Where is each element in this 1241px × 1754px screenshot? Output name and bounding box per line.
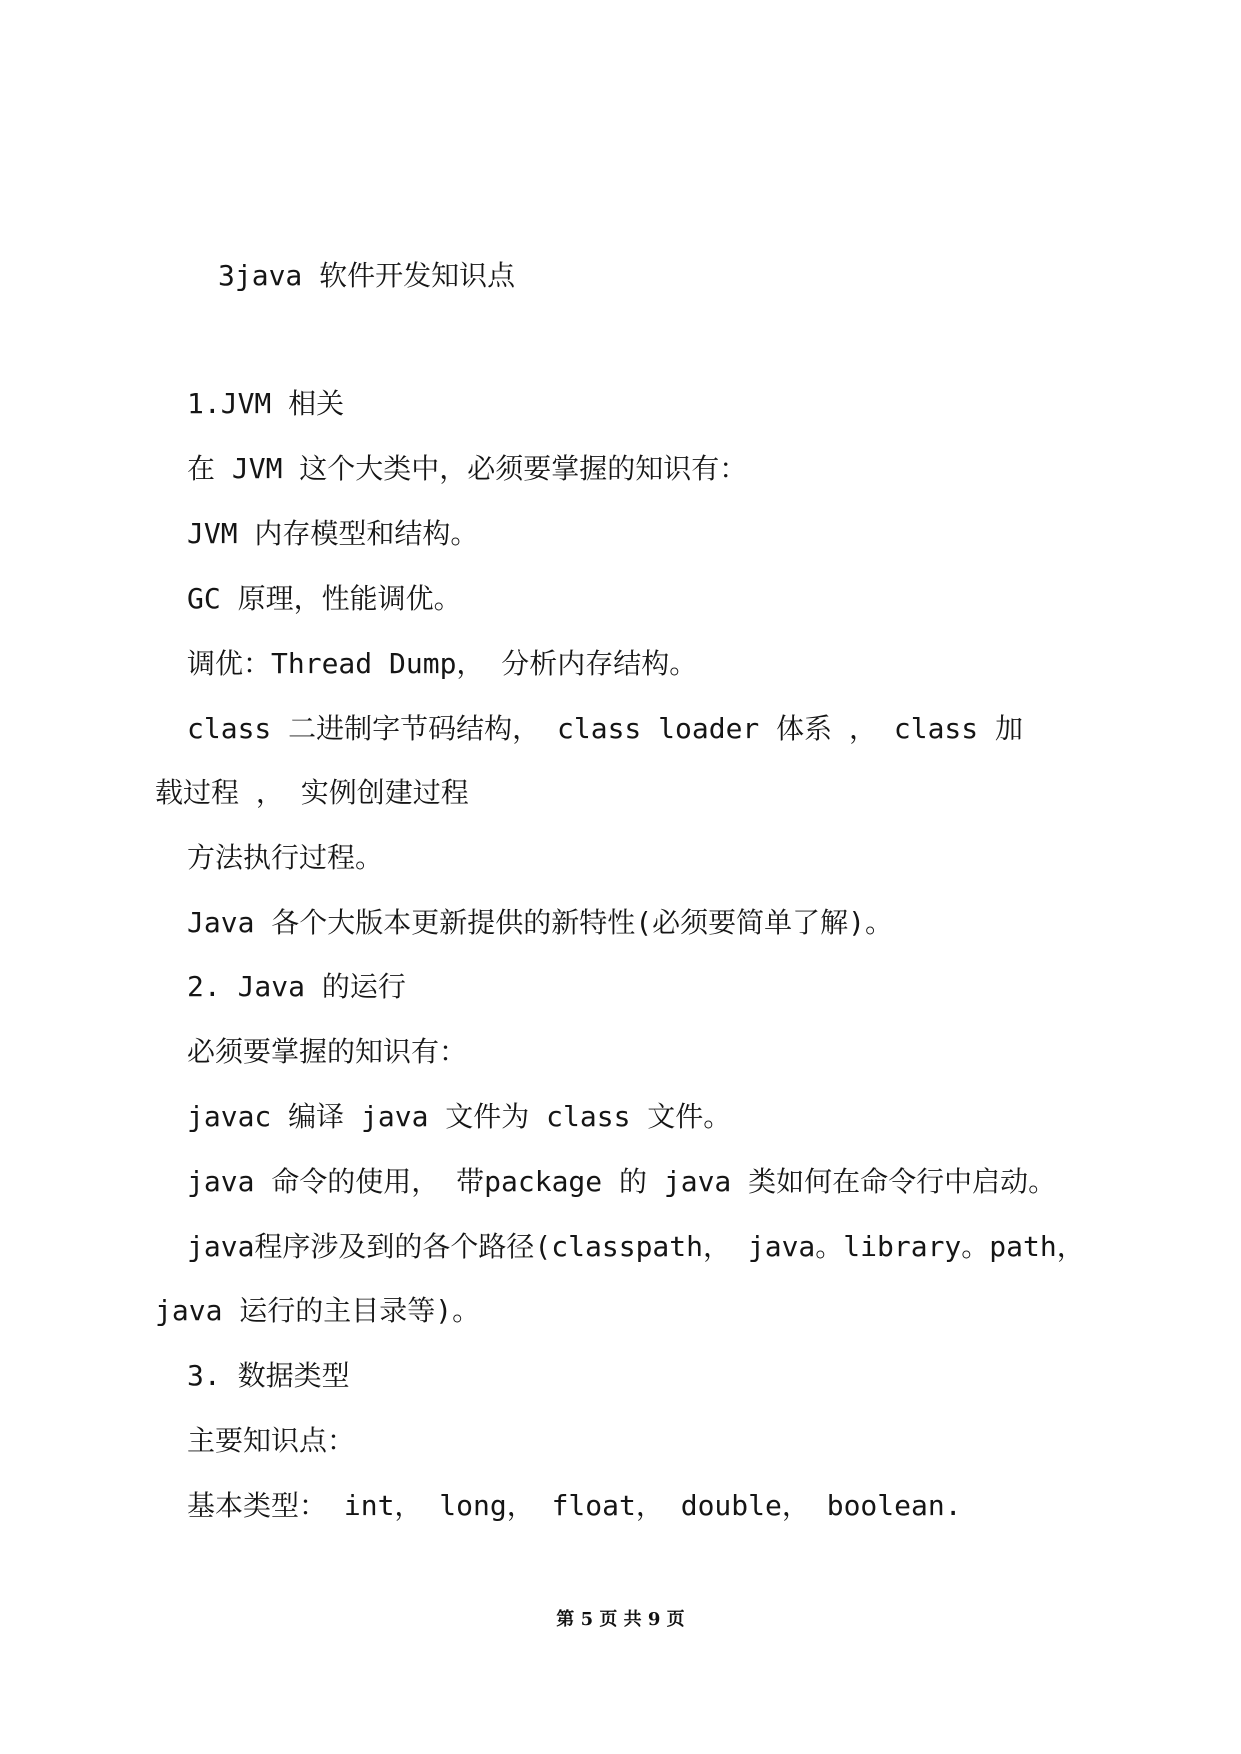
paragraph-line: class 二进制字节码结构， class loader 体系 ， class 加 — [187, 712, 1024, 745]
section-heading-data-types: 3. 数据类型 — [187, 1359, 350, 1392]
section-heading-jvm: 1.JVM 相关 — [187, 387, 345, 420]
paragraph-line: 在 JVM 这个大类中，必须要掌握的知识有： — [187, 452, 748, 485]
paragraph-line: Java 各个大版本更新提供的新特性(必须要简单了解)。 — [187, 906, 894, 939]
document-title: 3java 软件开发知识点 — [218, 259, 516, 292]
paragraph-line: 主要知识点： — [187, 1424, 356, 1457]
paragraph-line: 载过程 ， 实例创建过程 — [155, 776, 469, 809]
paragraph-line: java 运行的主目录等)。 — [155, 1294, 481, 1327]
paragraph-line: JVM 内存模型和结构。 — [187, 517, 479, 550]
page-number-footer: 第 5 页 共 9 页 — [556, 1609, 685, 1630]
paragraph-line: java 命令的使用， 带package 的 java 类如何在命令行中启动。 — [187, 1165, 1057, 1198]
paragraph-line: java程序涉及到的各个路径(classpath， java。library。path， — [187, 1230, 1085, 1263]
paragraph-line: 必须要掌握的知识有： — [187, 1035, 468, 1068]
paragraph-line: 调优：Thread Dump， 分析内存结构。 — [187, 647, 698, 680]
paragraph-line: javac 编译 java 文件为 class 文件。 — [187, 1100, 732, 1133]
section-heading-java-run: 2. Java 的运行 — [187, 970, 406, 1003]
paragraph-line: GC 原理，性能调优。 — [187, 582, 462, 615]
paragraph-line: 基本类型： int， long， float， double， boolean. — [187, 1489, 962, 1522]
paragraph-line: 方法执行过程。 — [187, 841, 384, 874]
